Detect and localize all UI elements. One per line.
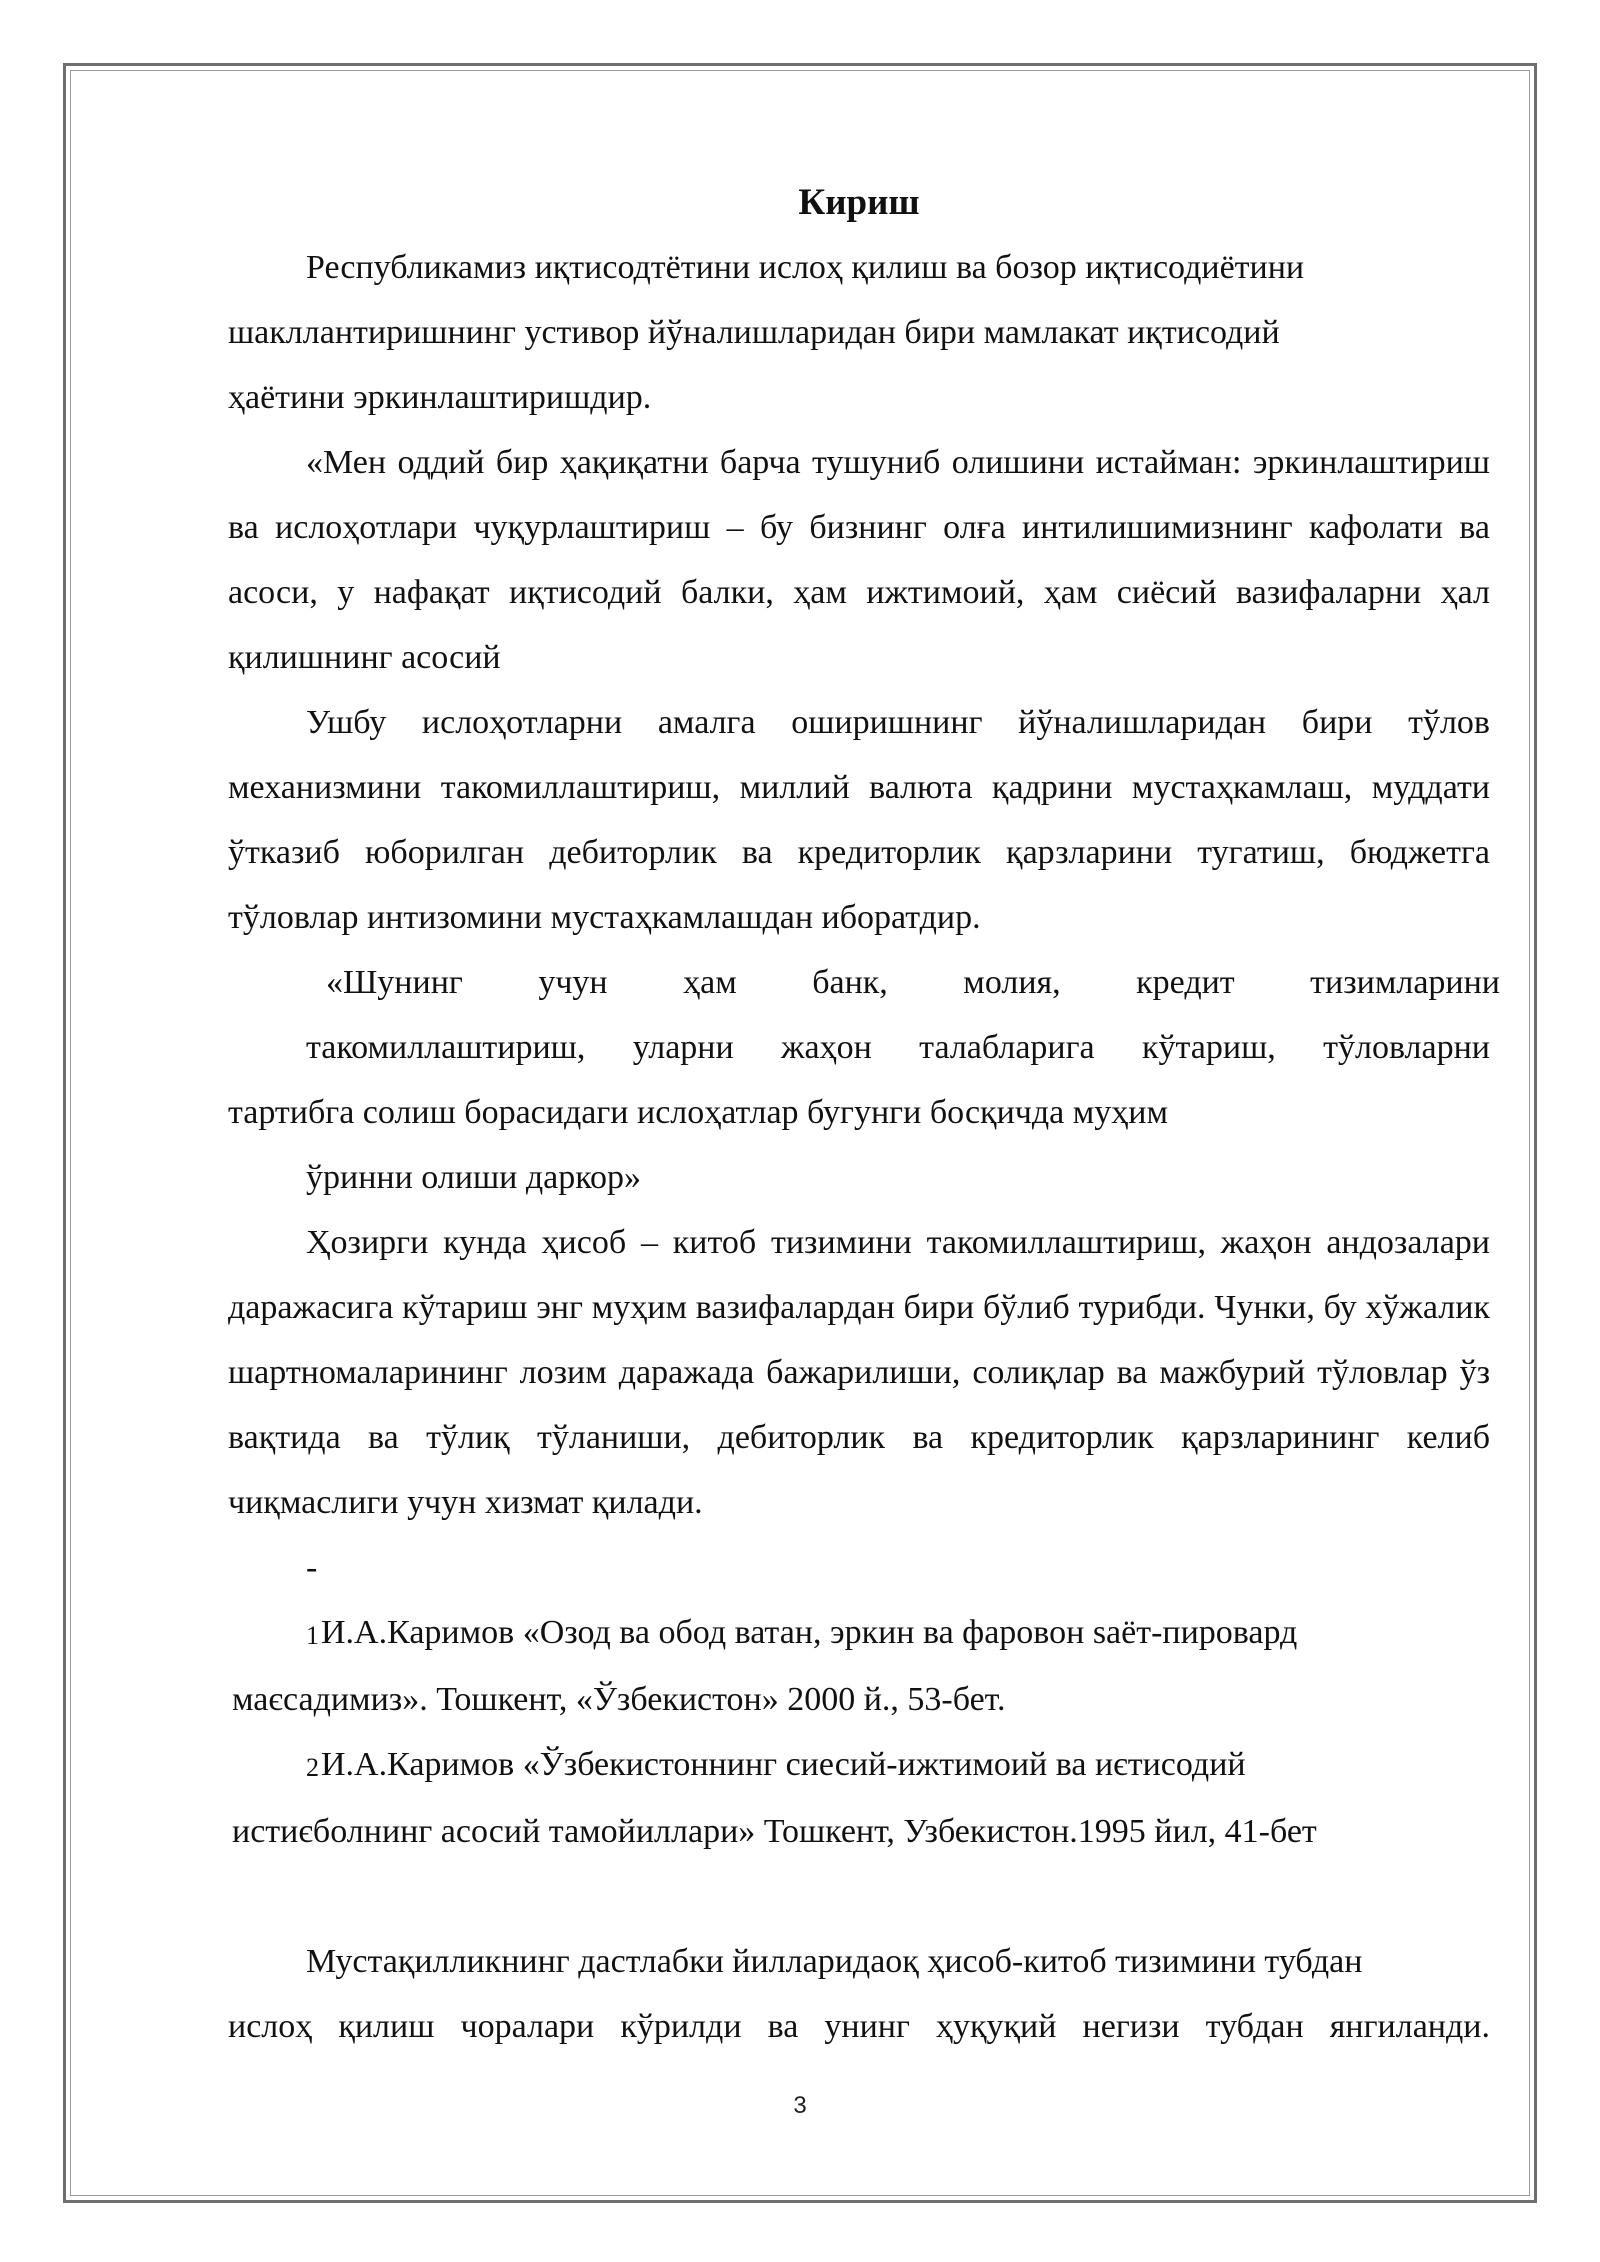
footnote-line: [306, 1732, 1490, 1799]
paragraph-accounting: Ҳозирги кунда ҳисоб – китоб тизимини такомиллаштириш, жаҳон андозалари даражасига кўтариш энг муҳим вазифалардан бири бўлиб турибди. Чунки, бу хўжалик шартномаларининг лозим даражада бажарилиши, солиқлар ва мажбурий тўловлар ўз вақтида ва тўлиқ тўланиши, дебиторлик ва кредиторлик қарзларининг келиб чиқмаслиги учун хизмат қилади.: [228, 1224, 1490, 1521]
footnote-separator: -: [306, 1549, 318, 1586]
paragraph-quote-2: [228, 950, 1500, 1210]
paragraph-independence-line: ислоҳ қилиш чоралари кўрилди ва унинг ҳуқуқий негизи тубдан янгиланди.: [228, 2008, 1490, 2045]
paragraph-independence: [228, 1929, 1490, 2059]
quote-word: банк,: [812, 964, 888, 1001]
quote-2-third-line: тартибга солиш борасидаги ислоҳатлар бугунги босқичда муҳим: [228, 1094, 1168, 1131]
paragraph-reforms: Ушбу ислоҳотларни амалга оширишнинг йўналишларидан бири тўлов механизмини такомиллаштириш, миллий валюта қадрини мустаҳкамлаш, муддати ўтказиб юборилган дебиторлик ва кредиторлик қарзларини тугатиш, бюджетга тўловлар интизомини мустаҳкамлашдан иборатдир.: [228, 704, 1490, 936]
footnote-text: И.А.Каримов «Ўзбекистоннинг сиесий-ижтимоий ва иєтисодий: [321, 1746, 1246, 1783]
footnote-text: И.А.Каримов «Озод ва обод ватан, эркин ва фаровон sаёт-пировард: [321, 1614, 1298, 1651]
quote-word: «Шунинг: [326, 964, 463, 1001]
quote-2-first-line: [228, 950, 1500, 1015]
paragraph-independence-line: Мустақилликнинг дастлабки йилларидаоқ ҳисоб-китоб тизимини тубдан: [306, 1943, 1363, 1980]
paragraph-intro: [228, 235, 1490, 430]
quote-word: кредит: [1136, 964, 1235, 1001]
footnote-line: [306, 1600, 1490, 1667]
quote-2-second-line: такомиллаштириш, уларни жаҳон талабларига кўтариш, тўловларни: [306, 1029, 1490, 1066]
paragraph-intro-line: ҳаётини эркинлаштиришдир.: [228, 379, 652, 416]
quote-word: молия,: [963, 964, 1061, 1001]
footnote-marker: 1: [306, 1621, 319, 1650]
page-title: Кириш: [798, 182, 920, 223]
paragraph-intro-line: Республикамиз иқтисодтётини ислоҳ қилиш ва бозор иқтисодиётини: [306, 249, 1305, 286]
spacer: [228, 1864, 1490, 1929]
paragraph-quote-1: «Мен оддий бир ҳақиқатни барча тушуниб олишини истайман: эркинлаштириш ва ислоҳотлари чуқурлаштириш – бу бизнинг олға интилишимизнинг кафолати ва асоси, у нафақат иқтисодий балки, ҳам ижтимоий, ҳам сиёсий вазифаларни ҳал қилишнинг асосий: [228, 444, 1490, 676]
document-body: [228, 170, 1500, 2059]
quote-word: тизимларини: [1310, 964, 1500, 1001]
footnote-1-continuation: маєсадимиз». Тошкент, «Ўзбекистон» 2000 й., 53-бет.: [232, 1681, 1006, 1718]
paragraph-intro-line: шакллантиришнинг устивор йўналишларидан бири мамлакат иқтисодий: [228, 314, 1280, 351]
quote-word: ҳам: [683, 964, 737, 1001]
footnote-marker: 2: [306, 1753, 319, 1782]
footnote-2: [228, 1732, 1490, 1799]
footnote-2-continuation: истиєболнинг асосий тамойиллари» Тошкент, Узбекистон.1995 йил, 41-бет: [232, 1813, 1317, 1850]
quote-2-fourth-line: ўринни олиши даркор»: [306, 1159, 642, 1196]
page-number: 3: [793, 2092, 807, 2119]
quote-word: учун: [538, 964, 608, 1001]
footnote-1: [228, 1600, 1490, 1667]
